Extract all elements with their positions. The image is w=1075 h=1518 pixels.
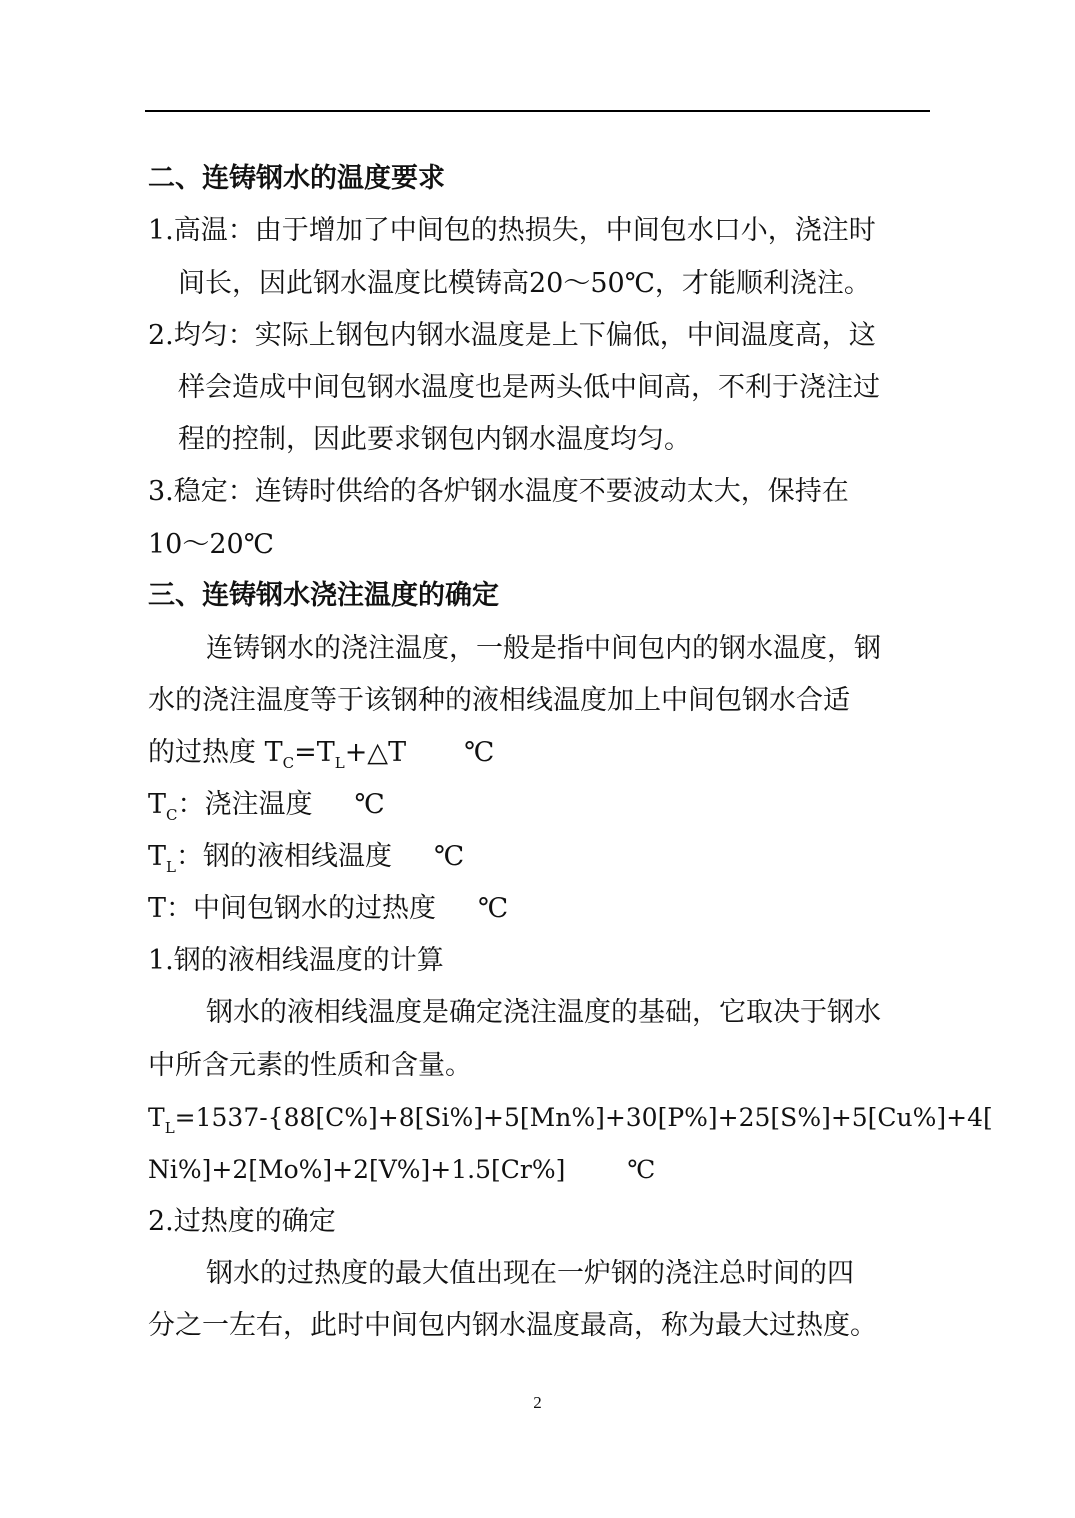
formula-line-2: Ni%]+2[Mo%]+2[V%]+1.5[Cr%] ℃ <box>148 1155 656 1184</box>
section-3-heading: 三、连铸钢水浇注温度的确定 <box>148 580 499 611</box>
header-rule <box>145 110 930 112</box>
item-3-line-2: 10～20℃ <box>148 529 274 560</box>
para-1-line-3: 的过热度 $T_C=T_L+\triangle T$ ℃ <box>148 737 495 772</box>
item-1-line-1: 1.高温：由于增加了中间包的热损失，中间包水口小，浇注时 <box>148 215 876 246</box>
subsection-2-para-line-1: 钢水的过热度的最大值出现在一炉钢的浇注总时间的四 <box>206 1258 854 1289</box>
subsection-1-para-line-2: 中所含元素的性质和含量。 <box>148 1050 472 1081</box>
subsection-2-title: 2.过热度的确定 <box>148 1206 336 1237</box>
para-1-line-1: 连铸钢水的浇注温度，一般是指中间包内的钢水温度，钢 <box>206 633 881 664</box>
item-3-line-1: 3.稳定：连铸时供给的各炉钢水温度不要波动太大，保持在 <box>148 476 849 507</box>
subsection-1-para-line-1: 钢水的液相线温度是确定浇注温度的基础，它取决于钢水 <box>206 997 881 1028</box>
def-tl: $T_L$：钢的液相线温度 ℃ <box>148 841 465 876</box>
page-number: 2 <box>533 1393 542 1412</box>
def-tc: $T_C$：浇注温度 ℃ <box>148 789 385 824</box>
item-1-line-2: 间长，因此钢水温度比模铸高20～50℃，才能顺利浇注。 <box>178 268 871 299</box>
formula-line-1: $T_L=1537-\{88[C\%]+8[Si\%]+5[Mn\%]+30[P\%]+25[S\%]+5[Cu\%]+4$[ <box>148 1103 993 1137</box>
subsection-1-title: 1.钢的液相线温度的计算 <box>148 945 444 976</box>
item-2-line-3: 程的控制，因此要求钢包内钢水温度均匀。 <box>178 424 691 455</box>
def-t: T：中间包钢水的过热度 ℃ <box>148 893 509 924</box>
section-2-heading: 二、连铸钢水的温度要求 <box>148 163 445 194</box>
unit: ℃ <box>464 737 495 768</box>
item-2-line-1: 2.均匀：实际上钢包内钢水温度是上下偏低，中间温度高，这 <box>148 320 876 351</box>
subsection-2-para-line-2: 分之一左右，此时中间包内钢水温度最高，称为最大过热度。 <box>148 1310 877 1341</box>
para-1-line-2: 水的浇注温度等于该钢种的液相线温度加上中间包钢水合适 <box>148 685 850 716</box>
item-2-line-2: 样会造成中间包钢水温度也是两头低中间高，不利于浇注过 <box>178 372 880 403</box>
